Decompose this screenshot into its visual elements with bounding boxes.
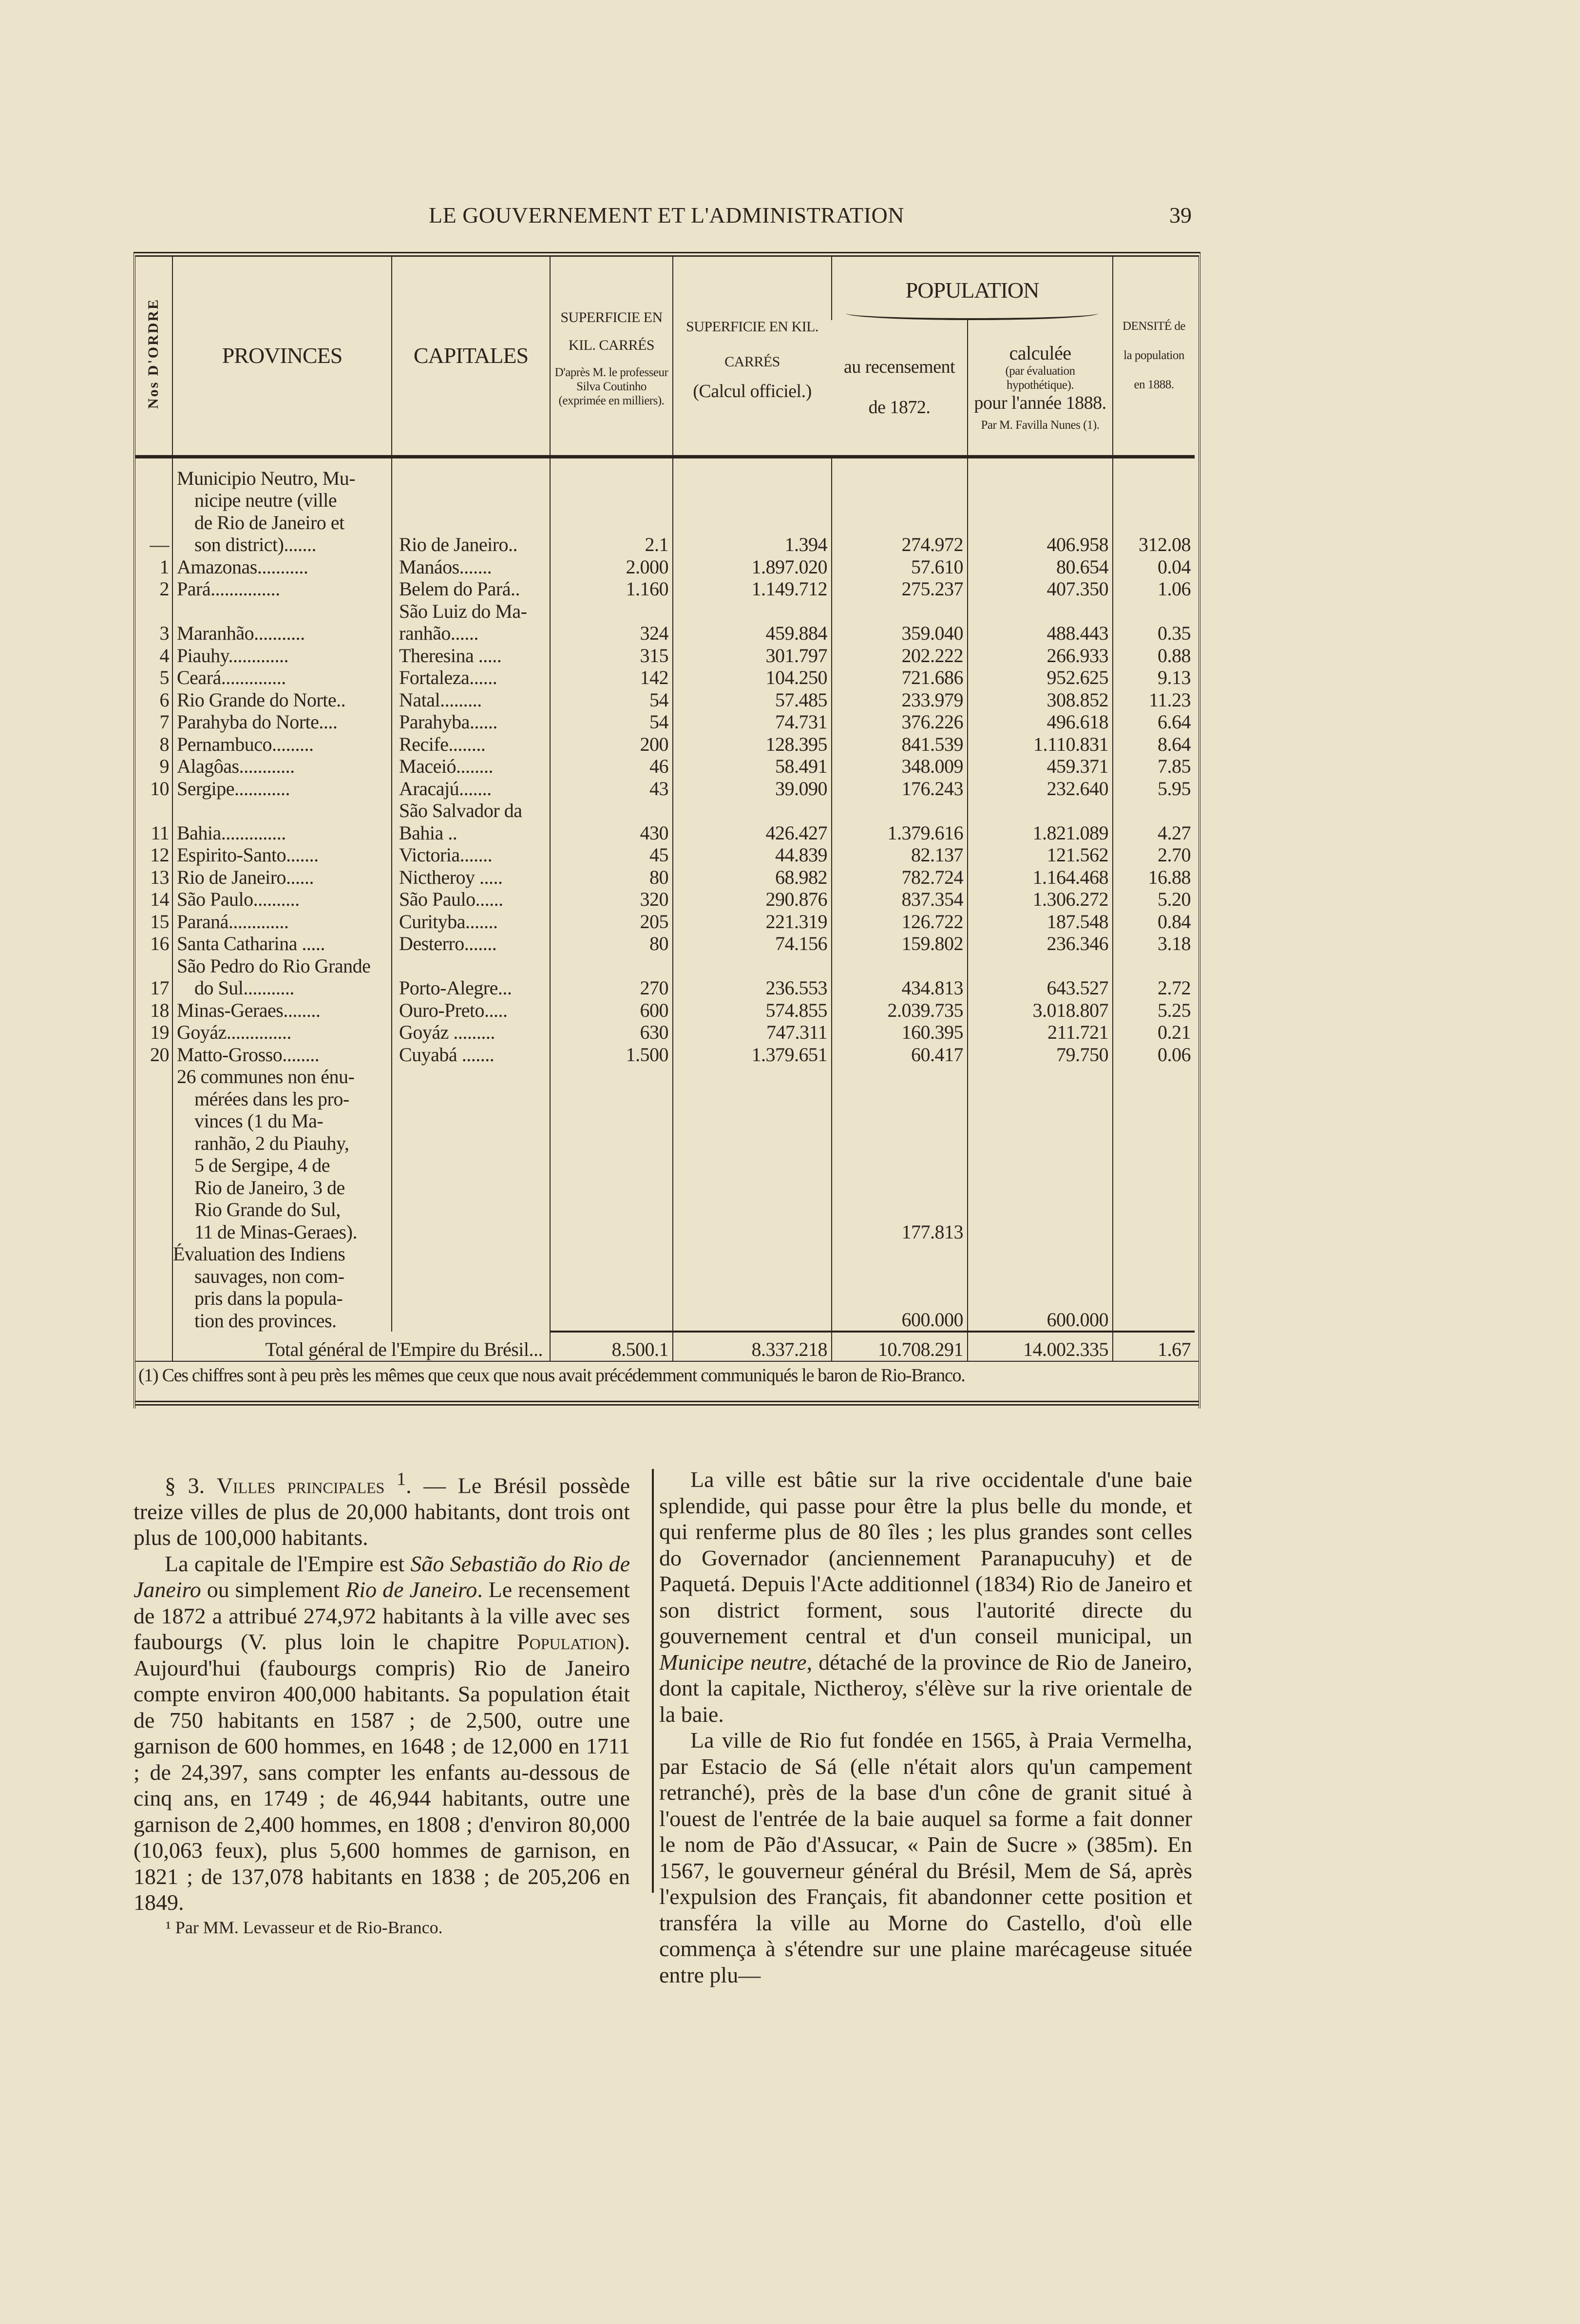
cell-capital: São Paulo......	[392, 888, 550, 911]
paragraph: La capitale de l'Empire est São Sebastião do Rio de Janeiro ou simplement Rio de Janeiro. Le recensement de 1872 a attribué 274,972 habitants à la ville avec ses faubourgs (V. plus loin le chapitre Population). Aujourd'hui (faubourgs compris) Rio de Janeiro compte environ 400,000 habitants. Sa population était de 750 habitants en 1587 ; de 2,500, outre une garnison de 600 hommes, en 1648 ; de 12,000 en 1711 ; de 24,397, sans compter les enfants au-dessous de cinq ans, en 1749 ; de 46,944 habitants, outre une garnison de 2,400 hommes, en 1808 ; d'environ 80,000 (10,063 feux), plus 5,600 hommes de garnison, en 1821 ; de 137,078 habitants en 1838 ; de 205,206 en 1849.	[133, 1551, 630, 1915]
cell-pop-1872: 177.813	[832, 1066, 968, 1243]
cell-sup-coutinho: 142	[550, 667, 673, 689]
cell-pop-1888: 121.562	[968, 844, 1113, 866]
cell-n	[135, 1243, 172, 1332]
cell-pop-1888: 643.527	[968, 955, 1113, 999]
table-row	[135, 1066, 1195, 1243]
cell-sup-officiel: 574.855	[673, 999, 832, 1022]
cell-n: 5	[159, 667, 169, 688]
cell-sup-officiel: 301.797	[673, 645, 832, 667]
cell-sup-officiel: 236.553	[673, 955, 832, 999]
cell-capital: Victoria.......	[392, 844, 550, 866]
page-number: 39	[1169, 203, 1192, 228]
body-column-right	[659, 1467, 1192, 1988]
cell-sup-coutinho: 600	[550, 999, 673, 1022]
cell-capital: Cuyabá .......	[392, 1044, 550, 1066]
cell-densite: 0.06	[1113, 1044, 1195, 1066]
cell-pop-1888: 600.000	[968, 1243, 1113, 1332]
header-capitales: CAPITALES	[392, 257, 550, 457]
cell-province: Espirito-Santo.......	[172, 844, 392, 866]
cell-capital: Recife........	[392, 733, 550, 756]
cell-pop-1872: 60.417	[832, 1044, 968, 1066]
footnote-ref: 1	[396, 1469, 406, 1489]
cell-capital: Theresina .....	[392, 645, 550, 667]
cell-sup-coutinho: 630	[550, 1021, 673, 1044]
running-header: LE GOUVERNEMENT ET L'ADMINISTRATION	[429, 203, 904, 228]
cell-province: São Paulo..........	[172, 888, 392, 911]
cell-pop-1872: 160.395	[832, 1021, 968, 1044]
cell-densite: 4.27	[1113, 800, 1195, 844]
cell-sup-officiel: 1.897.020	[673, 556, 832, 578]
cell-province: 26 communes non énu- mérées dans les pro- vinces (1 du Ma- ranhão, 2 du Piauhy, 5 de Sergipe, 4 de Rio de Janeiro, 3 de Rio Grande do Sul, 11 de Minas-Geraes).	[172, 1066, 392, 1243]
cell-capital: Nictheroy .....	[392, 866, 550, 889]
cell-n: —	[150, 533, 169, 555]
cell-capital: Parahyba......	[392, 711, 550, 733]
cell-pop-1872: 1.379.616	[832, 800, 968, 844]
cell-pop-1888: 406.958	[968, 457, 1113, 556]
cell-pop-1872: 782.724	[832, 866, 968, 889]
table-footnote: (1) Ces chiffres sont à peu près les mêmes que ceux que nous avait précédemment communiqués le baron de Rio-Branco.	[135, 1361, 1199, 1401]
cell-densite: 16.88	[1113, 866, 1195, 889]
cell-pop-1872: 434.813	[832, 955, 968, 999]
total-sup-coutinho: 8.500.1	[550, 1332, 673, 1361]
cell-sup-coutinho: 320	[550, 888, 673, 911]
cell-pop-1872: 159.802	[832, 933, 968, 955]
cell-province: São Pedro do Rio Grande do Sul...........	[172, 955, 392, 999]
paragraph: La ville de Rio fut fondée en 1565, à Praia Vermelha, par Estacio de Sá (elle n'était alors qu'un campement retranché), près de la base d'un cône de granit situé à l'ouest de l'entrée de la baie auquel sa forme a fait donner le nom de Pão d'Assucar, « Pain de Sucre » (385m). En 1567, le gouverneur général du Brésil, Mem de Sá, après l'expulsion des Français, fit abandonner cette position et transféra la ville au Morne do Castello, d'où elle commença à s'étendre sur une plaine marécageuse située entre plu—	[659, 1728, 1192, 1987]
cell-n: 3	[159, 622, 169, 644]
cell-capital: Manáos.......	[392, 556, 550, 578]
column-divider	[652, 1469, 654, 1893]
cell-pop-1872: 233.979	[832, 689, 968, 711]
cell-province: Paraná.............	[172, 911, 392, 933]
cell-densite: 2.72	[1113, 955, 1195, 999]
cell-capital: Desterro.......	[392, 933, 550, 955]
cell-sup-coutinho: 80	[550, 933, 673, 955]
cell-densite: 1.06	[1113, 578, 1195, 600]
table-row	[135, 955, 1195, 999]
cell-n: 10	[150, 777, 169, 800]
total-pop-1872: 10.708.291	[832, 1332, 968, 1361]
table-row	[135, 733, 1195, 756]
cell-densite: 8.64	[1113, 733, 1195, 756]
cell-pop-1888: 236.346	[968, 933, 1113, 955]
cell-n: 4	[159, 644, 169, 667]
cell-sup-officiel: 426.427	[673, 800, 832, 844]
table-row	[135, 645, 1195, 667]
cell-sup-coutinho: 80	[550, 866, 673, 889]
cell-province: Goyáz..............	[172, 1021, 392, 1044]
header-population: POPULATION	[832, 257, 1113, 320]
cell-n: 9	[159, 755, 169, 777]
provinces-table	[133, 252, 1200, 1409]
header-pop-1888: calculée (par évaluation hypothétique). pour l'année 1888. Par M. Favilla Nunes (1).	[968, 320, 1113, 457]
cell-pop-1888: 3.018.807	[968, 999, 1113, 1022]
cell-province: Ceará..............	[172, 667, 392, 689]
cell-sup-coutinho: 1.160	[550, 578, 673, 600]
cell-capital: Rio de Janeiro..	[392, 457, 550, 556]
cell-pop-1872: 721.686	[832, 667, 968, 689]
cell-sup-coutinho: 54	[550, 711, 673, 733]
total-sup-officiel: 8.337.218	[673, 1332, 832, 1361]
cell-pop-1872: 126.722	[832, 911, 968, 933]
cell-pop-1888: 407.350	[968, 578, 1113, 600]
cell-pop-1888: 308.852	[968, 689, 1113, 711]
cell-densite: 312.08	[1113, 457, 1195, 556]
cell-sup-coutinho: 45	[550, 844, 673, 866]
cell-densite: 9.13	[1113, 667, 1195, 689]
cell-n: 16	[150, 933, 169, 954]
cell-pop-1872: 57.610	[832, 556, 968, 578]
cell-pop-1888: 1.164.468	[968, 866, 1113, 889]
cell-capital: Porto-Alegre...	[392, 955, 550, 999]
cell-densite: 5.20	[1113, 888, 1195, 911]
table-row	[135, 778, 1195, 800]
table-row	[135, 457, 1195, 556]
cell-n: 8	[159, 733, 169, 755]
cell-densite: 7.85	[1113, 755, 1195, 778]
cell-sup-coutinho: 430	[550, 800, 673, 844]
cell-sup-officiel: 1.149.712	[673, 578, 832, 600]
cell-sup-officiel: 68.982	[673, 866, 832, 889]
cell-densite: 0.35	[1113, 600, 1195, 645]
total-label: Total général de l'Empire du Brésil...	[172, 1332, 550, 1361]
cell-densite: 0.84	[1113, 911, 1195, 933]
cell-capital: São Luiz do Ma- ranhão......	[392, 600, 550, 645]
cell-pop-1872: 359.040	[832, 600, 968, 645]
table-row	[135, 556, 1195, 578]
table-row	[135, 1044, 1195, 1066]
table-row	[135, 866, 1195, 889]
cell-capital: São Salvador da Bahia ..	[392, 800, 550, 844]
table-row	[135, 844, 1195, 866]
cell-pop-1888: 266.933	[968, 645, 1113, 667]
cell-province: Évaluation des Indiens sauvages, non com- pris dans la popula- tion des provinces.	[172, 1243, 392, 1332]
cell-capital: Goyáz .........	[392, 1021, 550, 1044]
cell-pop-1888: 496.618	[968, 711, 1113, 733]
section-title: Villes principales	[216, 1473, 385, 1498]
cell-capital: Ouro-Preto.....	[392, 999, 550, 1022]
cell-densite: 0.21	[1113, 1021, 1195, 1044]
cell-province: Rio Grande do Norte..	[172, 689, 392, 711]
table-row	[135, 911, 1195, 933]
cell-sup-coutinho	[550, 1066, 673, 1243]
cell-pop-1888: 187.548	[968, 911, 1113, 933]
cell-n: 14	[150, 888, 169, 910]
cell-densite: 5.95	[1113, 778, 1195, 800]
cell-sup-officiel: 39.090	[673, 778, 832, 800]
table-row	[135, 1021, 1195, 1044]
cell-n: 18	[150, 999, 169, 1021]
cell-capital: Aracajú.......	[392, 778, 550, 800]
cell-n: 6	[159, 688, 169, 711]
body-column-left	[133, 1467, 630, 1916]
cell-densite: 3.18	[1113, 933, 1195, 955]
cell-province: Pernambuco.........	[172, 733, 392, 756]
cell-sup-officiel	[673, 1066, 832, 1243]
cell-sup-officiel: 747.311	[673, 1021, 832, 1044]
table-row	[135, 888, 1195, 911]
cell-pop-1872: 348.009	[832, 755, 968, 778]
cell-province: Parahyba do Norte....	[172, 711, 392, 733]
cell-pop-1888	[968, 1066, 1113, 1243]
cell-pop-1872: 274.972	[832, 457, 968, 556]
cell-sup-officiel: 221.319	[673, 911, 832, 933]
cell-pop-1872: 837.354	[832, 888, 968, 911]
total-pop-1888: 14.002.335	[968, 1332, 1113, 1361]
cell-n: 7	[159, 711, 169, 733]
brace	[846, 306, 1099, 320]
cell-sup-coutinho: 315	[550, 645, 673, 667]
cell-n: 19	[150, 1021, 169, 1043]
cell-n: 17	[150, 977, 169, 999]
cell-province: Minas-Geraes........	[172, 999, 392, 1022]
cell-n: 1	[159, 555, 169, 578]
total-row	[135, 1332, 1195, 1361]
cell-pop-1888: 1.821.089	[968, 800, 1113, 844]
cell-sup-officiel: 74.731	[673, 711, 832, 733]
cell-pop-1888: 232.640	[968, 778, 1113, 800]
table-row	[135, 600, 1195, 645]
cell-province: Santa Catharina .....	[172, 933, 392, 955]
table-row	[135, 667, 1195, 689]
cell-pop-1888: 80.654	[968, 556, 1113, 578]
cell-pop-1888: 1.110.831	[968, 733, 1113, 756]
cell-sup-officiel: 1.394	[673, 457, 832, 556]
cell-pop-1888: 459.371	[968, 755, 1113, 778]
cell-sup-officiel: 58.491	[673, 755, 832, 778]
cell-n: 11	[151, 821, 169, 844]
cell-sup-officiel: 459.884	[673, 600, 832, 645]
cell-capital	[392, 1243, 550, 1332]
cell-sup-officiel: 290.876	[673, 888, 832, 911]
cell-pop-1888: 488.443	[968, 600, 1113, 645]
cell-province: Sergipe............	[172, 778, 392, 800]
cell-sup-coutinho: 205	[550, 911, 673, 933]
cell-capital: Belem do Pará..	[392, 578, 550, 600]
cell-province: Rio de Janeiro......	[172, 866, 392, 889]
cell-capital: Curityba.......	[392, 911, 550, 933]
cell-n	[135, 1066, 172, 1243]
cell-n: 2	[159, 578, 169, 600]
cell-pop-1872: 2.039.735	[832, 999, 968, 1022]
header-densite: DENSITÉ de la population en 1888.	[1113, 257, 1195, 457]
header-provinces: PROVINCES	[172, 257, 392, 457]
cell-blank	[135, 1332, 172, 1361]
table-bottom-rule	[135, 1401, 1199, 1409]
cell-sup-coutinho: 43	[550, 778, 673, 800]
cell-n: 15	[150, 910, 169, 933]
cell-n: 13	[150, 866, 169, 888]
cell-capital: Natal.........	[392, 689, 550, 711]
cell-sup-officiel: 128.395	[673, 733, 832, 756]
total-densite: 1.67	[1113, 1332, 1195, 1361]
cell-sup-officiel: 57.485	[673, 689, 832, 711]
cell-province: Maranhão...........	[172, 600, 392, 645]
cell-sup-coutinho: 2.000	[550, 556, 673, 578]
paragraph: La ville est bâtie sur la rive occidentale d'une baie splendide, qui passe pour être la plus belle du monde, et qui renferme plus de 80 îles ; les plus grandes sont celles do Governador (anciennement Paranapucuhy) et de Paquetá. Depuis l'Acte additionnel (1834) Rio de Janeiro et son district forment, sous l'autorité directe du gouvernement central et d'un conseil municipal, un Municipe neutre, détaché de la province de Rio de Janeiro, dont la capitale, Nictheroy, s'élève sur la rive orientale de la baie.	[659, 1467, 1192, 1727]
cell-densite: 5.25	[1113, 999, 1195, 1022]
cell-densite: 2.70	[1113, 844, 1195, 866]
cell-pop-1872: 841.539	[832, 733, 968, 756]
cell-sup-coutinho: 54	[550, 689, 673, 711]
cell-sup-officiel: 1.379.651	[673, 1044, 832, 1066]
cell-densite: 11.23	[1113, 689, 1195, 711]
cell-pop-1888: 211.721	[968, 1021, 1113, 1044]
header-pop-1872: au recensement de 1872.	[832, 320, 968, 457]
cell-province: Amazonas...........	[172, 556, 392, 578]
cell-pop-1872: 376.226	[832, 711, 968, 733]
cell-sup-officiel: 44.839	[673, 844, 832, 866]
cell-densite	[1113, 1066, 1195, 1243]
cell-sup-coutinho: 200	[550, 733, 673, 756]
cell-densite: 6.64	[1113, 711, 1195, 733]
table-row	[135, 800, 1195, 844]
cell-pop-1872: 600.000	[832, 1243, 968, 1332]
cell-pop-1888: 952.625	[968, 667, 1113, 689]
cell-n: 12	[150, 844, 169, 866]
cell-capital: Fortaleza......	[392, 667, 550, 689]
cell-sup-coutinho: 270	[550, 955, 673, 999]
cell-pop-1888: 79.750	[968, 1044, 1113, 1066]
table-row	[135, 711, 1195, 733]
header-numero: Nos D'ORDRE	[135, 257, 172, 457]
cell-densite: 0.88	[1113, 645, 1195, 667]
table-row	[135, 578, 1195, 600]
cell-pop-1888: 1.306.272	[968, 888, 1113, 911]
table-row	[135, 755, 1195, 778]
cell-sup-coutinho: 2.1	[550, 457, 673, 556]
cell-n: 20	[150, 1043, 169, 1066]
cell-province: Pará...............	[172, 578, 392, 600]
page-footnote: ¹ Par MM. Levasseur et de Rio-Branco.	[166, 1918, 443, 1937]
cell-densite	[1113, 1243, 1195, 1332]
cell-province: Matto-Grosso........	[172, 1044, 392, 1066]
header-superficie-officiel: SUPERFICIE EN KIL. CARRÉS (Calcul officiel.)	[673, 257, 832, 457]
header-superficie-coutinho: SUPERFICIE EN KIL. CARRÉS D'après M. le professeur Silva Coutinho (exprimée en milliers).	[550, 257, 673, 457]
paragraph: § 3. Villes principales $^1$. — Le Brésil possède treize villes de plus de 20,000 habitants, dont trois ont plus de 100,000 habitants.	[133, 1469, 630, 1550]
cell-sup-coutinho: 1.500	[550, 1044, 673, 1066]
table-row	[135, 999, 1195, 1022]
cell-densite: 0.04	[1113, 556, 1195, 578]
cell-sup-officiel: 104.250	[673, 667, 832, 689]
table-row	[135, 933, 1195, 955]
cell-province: Alagôas............	[172, 755, 392, 778]
cell-sup-coutinho	[550, 1243, 673, 1332]
cell-capital: Maceió........	[392, 755, 550, 778]
cell-capital	[392, 1066, 550, 1243]
table-row	[135, 689, 1195, 711]
cell-province: Municipio Neutro, Mu- nicipe neutre (ville de Rio de Janeiro et son district).......	[172, 457, 392, 556]
cell-sup-coutinho: 46	[550, 755, 673, 778]
cell-pop-1872: 202.222	[832, 645, 968, 667]
cell-sup-coutinho: 324	[550, 600, 673, 645]
cell-pop-1872: 176.243	[832, 778, 968, 800]
cell-province: Piauhy.............	[172, 645, 392, 667]
cell-sup-officiel: 74.156	[673, 933, 832, 955]
cell-sup-officiel	[673, 1243, 832, 1332]
cell-pop-1872: 275.237	[832, 578, 968, 600]
table-row	[135, 1243, 1195, 1332]
cell-province: Bahia..............	[172, 800, 392, 844]
cell-pop-1872: 82.137	[832, 844, 968, 866]
